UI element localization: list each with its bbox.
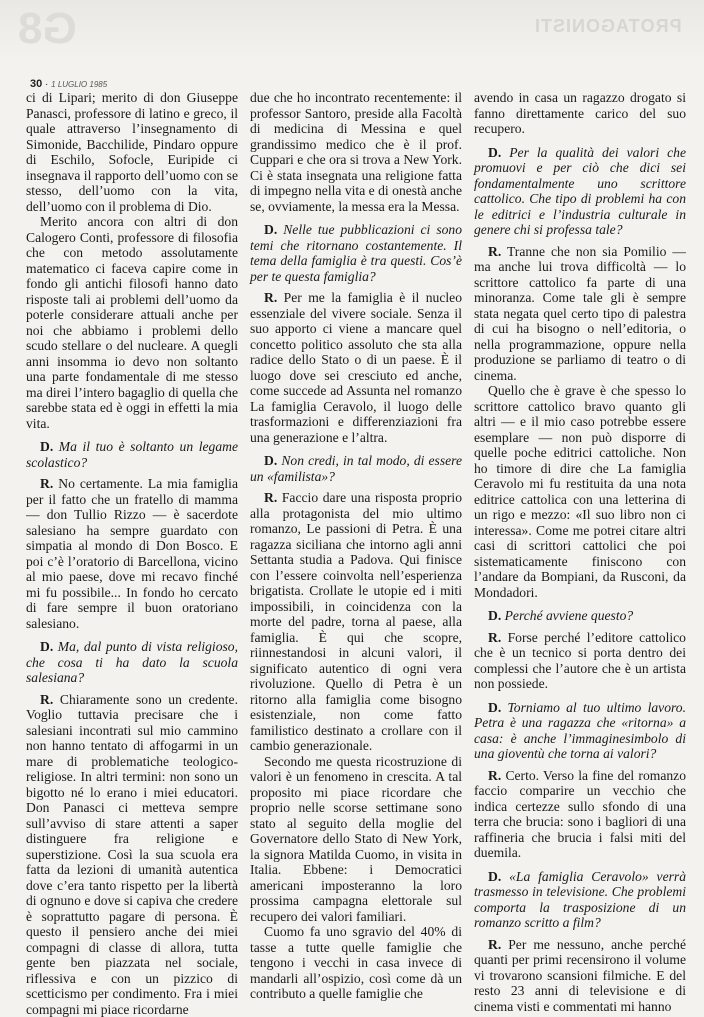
body-paragraph: ci di Lipari; merito di don Giuseppe Panasci, professore di latino e greco, il quale attraverso l’insegnamento di Simonide, Bacchilide, Pindaro oppure di Eschilo, Sofocle, Euripide ci insegnava il rapporto dell’uomo con se stesso, dell’uomo con la vita, dell’uomo con il problema di Dio. [26, 90, 238, 214]
interview-answer [474, 768, 686, 861]
folio-separator: · [45, 79, 51, 90]
answer-marker: R. [488, 244, 501, 259]
paragraph-text: Perché avviene questo? [505, 608, 634, 623]
issue-date: 1 LUGLIO 1985 [51, 80, 107, 89]
interview-answer [474, 630, 686, 692]
interview-question [250, 222, 462, 284]
body-paragraph: Secondo me questa ricostruzione di valori è un fenomeno in crescita. A tal proposito mi piace ricordare che proprio nelle scorse settimane sono stato al seguito della moglie del Governatore dello Stato di New York, la signora Matilda Cuomo, in visita in Italia. Ebbene: i Democratici americani imposteranno la loro prossima campagna elettorale sul recupero dei valori familiari. [250, 754, 462, 925]
page-number: 30 [30, 78, 42, 90]
answer-marker: R. [40, 476, 53, 491]
body-paragraph: Cuomo fa uno sgravio del 40% di tasse a tutte quelle famiglie che tengono i vecchi in casa invece di mandarli all’ospizio, così come dà un contributo a quelle famiglie che [250, 924, 462, 1002]
interview-question [26, 439, 238, 470]
paragraph-text: Torniamo al tuo ultimo lavoro. Petra è una ragazza che «ritorna» a casa: è anche l’immaginesimbolo di una gioventù che torna ai valori? [474, 700, 686, 762]
interview-question [474, 700, 686, 762]
show-through-title: PROTAGONISTI [534, 16, 682, 37]
paragraph-text: Faccio dare una risposta proprio alla protagonista del mio ultimo romanzo, Le passioni di Petra. È una ragazza siciliana che intorno agli anni Settanta studia a Padova. Qui finisce con l’essere coinvolta nell’esperienza brigatista. Crollate le utopie ed i miti impossibili, in coincidenza con la morte del padre, torna al paese, alla famiglia. È qui che scopre, riinnestandosi in alcuni valori, il significato autentico di ogni vera rivoluzione. Quello di Petra è un ritorno alla famiglia come bisogno esistenziale, non come fatto familistico destinato a crollare con il cambio generazionale. [250, 490, 462, 753]
paragraph-text: Per me la famiglia è il nucleo essenziale del vivere sociale. Senza il suo apporto ci viene a mancare quel concetto politico assoluto che sta alla radice dello Stato o di un paese. È il luogo dove sei cresciuto ed anche, come succede ad Assunta nel romanzo La famiglia Ceravolo, il luogo delle trasformazioni e differenziazioni fra una generazione e l’altra. [250, 290, 462, 445]
paragraph-text: «La famiglia Ceravolo» verrà trasmesso in televisione. Che problemi comporta la trasposizione di un romanzo scritto a film? [474, 869, 686, 931]
paragraph-text: Tranne che non sia Pomilio — ma anche lui trova difficoltà — lo scrittore cattolico fa parte di una minoranza. Come tale gli è sempre stata negata quel certo tipo di palestra di cui ha bisogno o nell’editoria, o nella programmazione, oppure nella produzione se parliamo di teatro o di cinema. [474, 244, 686, 383]
answer-marker: R. [488, 937, 501, 952]
text-column-1 [26, 90, 238, 1017]
body-paragraph: Quello che è grave è che spesso lo scrittore cattolico bravo quanto gli altri — e il mio caso potrebbe essere esemplare — non può disporre di quelle poche editrici cattoliche. Non ho timore di dire che La famiglia Ceravolo mi fu restituita da una nota editrice cattolica con una letterina di un rigo e mezzo: «Il suo libro non ci interessa». Come me potrei citare altri casi di scrittori cattolici che poi sistematicamente finiscono con l’andare da Bompiani, da Rusconi, da Mondadori. [474, 383, 686, 600]
page-folio [30, 78, 107, 90]
paragraph-text: Nelle tue pubblicazioni ci sono temi che ritornano costantemente. Il tema della famiglia è tra questi. Cos’è per te questa famiglia? [250, 222, 462, 284]
show-through-logo: G8 [18, 4, 77, 54]
question-marker: D. [264, 222, 277, 237]
paragraph-text: Forse perché l’editore cattolico che è un tecnico si porta dentro dei complessi che l’autore che è un artista non possiede. [474, 630, 686, 692]
question-marker: D. [264, 453, 277, 468]
question-marker: D. [40, 439, 53, 454]
interview-answer [474, 937, 686, 1015]
paragraph-text: Certo. Verso la fine del romanzo faccio comparire un vecchio che indica certezze sullo sfondo di una terra che brucia: sono i bagliori di una raffineria che brucia i falsi miti del duemila. [474, 768, 686, 861]
interview-question [474, 869, 686, 931]
body-paragraph: due che ho incontrato recentemente: il professor Santoro, preside alla Facoltà di medicina di Messina e quel grandissimo medico che è il prof. Cuppari e che ora si trova a New York. Ci è stata insegnata una religione fatta di impegno nella vita e di onestà anche se, ovviamente, la messa era la Messa. [250, 90, 462, 214]
paragraph-text: Chiaramente sono un credente. Voglio tuttavia precisare che i salesiani incontrati sul mio cammino non hanno tentato di affogarmi in un mare di problematiche teologico-religiose. In altri termini: non sono un bigotto né lo erano i miei educatori. Don Panasci ci metteva sempre sull’avviso di stare attenti a saper distinguere fra religione e superstizione. Così la sua scuola era fatta da lezioni di umanità autentica dove c’era tanto rispetto per la libertà di ognuno e dove si capiva che credere è soprattutto pagare di persona. È questo il pensiero anche dei miei compagni di classe di allora, tutta gente ben piazzata nel sociale, riflessiva e con un pizzico di scetticismo per condimento. Fra i miei compagni mi piace ricordarne [26, 692, 238, 1017]
answer-marker: R. [488, 630, 501, 645]
question-marker: D. [40, 639, 53, 654]
interview-answer [26, 476, 238, 631]
interview-question [250, 453, 462, 484]
body-paragraph: Merito ancora con altri di don Calogero Conti, professore di filosofia che con metodo assolutamente matematico ci faceva capire come in fondo gli antichi filosofi hanno dato risposte tali ai problemi dell’uomo da poterle considerare attuali anche per noi che abbiamo i problemi dello scudo stellare o del nucleare. A quegli anni insomma io devo non soltanto una parte fondamentale di me stesso ma direi l’intero bagaglio di quella che sarebbe stata ed è oggi in effetti la mia vita. [26, 214, 238, 431]
paragraph-text: Per la qualità dei valori che promuovi e per ciò che dici sei fondamentalmente uno scrittore cattolico. Che tipo di problemi ha con le editrici e l’industria culturale in genere chi si professa tale? [474, 145, 686, 238]
text-column-3 [474, 90, 686, 1014]
answer-marker: R. [40, 692, 53, 707]
question-marker: D. [488, 145, 501, 160]
answer-marker: R. [488, 768, 501, 783]
interview-question [474, 608, 686, 624]
paragraph-text: Per me nessuno, anche perché quanti per primi recensirono il volume vi trovarono scansioni filmiche. E del resto 23 anni di televisione e di cinema visti e commentati mi hanno [474, 937, 686, 1014]
interview-answer [474, 244, 686, 384]
interview-question [26, 639, 238, 686]
paragraph-text: Ma il tuo è soltanto un legame scolastico? [26, 439, 238, 470]
question-marker: D. [488, 700, 501, 715]
question-marker: D. [488, 608, 501, 623]
answer-marker: R. [264, 290, 277, 305]
interview-answer [250, 290, 462, 445]
paragraph-text: Non credi, in tal modo, di essere un «familista»? [250, 453, 462, 484]
paragraph-text: Ma, dal punto di vista religioso, che cosa ti ha dato la scuola salesiana? [26, 639, 238, 685]
body-paragraph: avendo in casa un ragazzo drogato si fanno direttamente carico del suo recupero. [474, 90, 686, 137]
interview-question [474, 145, 686, 238]
paragraph-text: No certamente. La mia famiglia per il fatto che un fratello di mamma — don Tullio Rizzo — è sacerdote salesiano ha sempre guardato con simpatia al mondo di Don Bosco. E poi c’è l’oratorio di Barcellona, vicino al mio paese, dove mi recavo finché mi fu possibile... In fondo ho cercato di fare sempre il buon oratoriano salesiano. [26, 476, 238, 631]
question-marker: D. [488, 869, 501, 884]
show-through-strip [0, 0, 704, 60]
text-column-2 [250, 90, 462, 1002]
interview-answer [26, 692, 238, 1017]
interview-answer [250, 490, 462, 754]
answer-marker: R. [264, 490, 277, 505]
